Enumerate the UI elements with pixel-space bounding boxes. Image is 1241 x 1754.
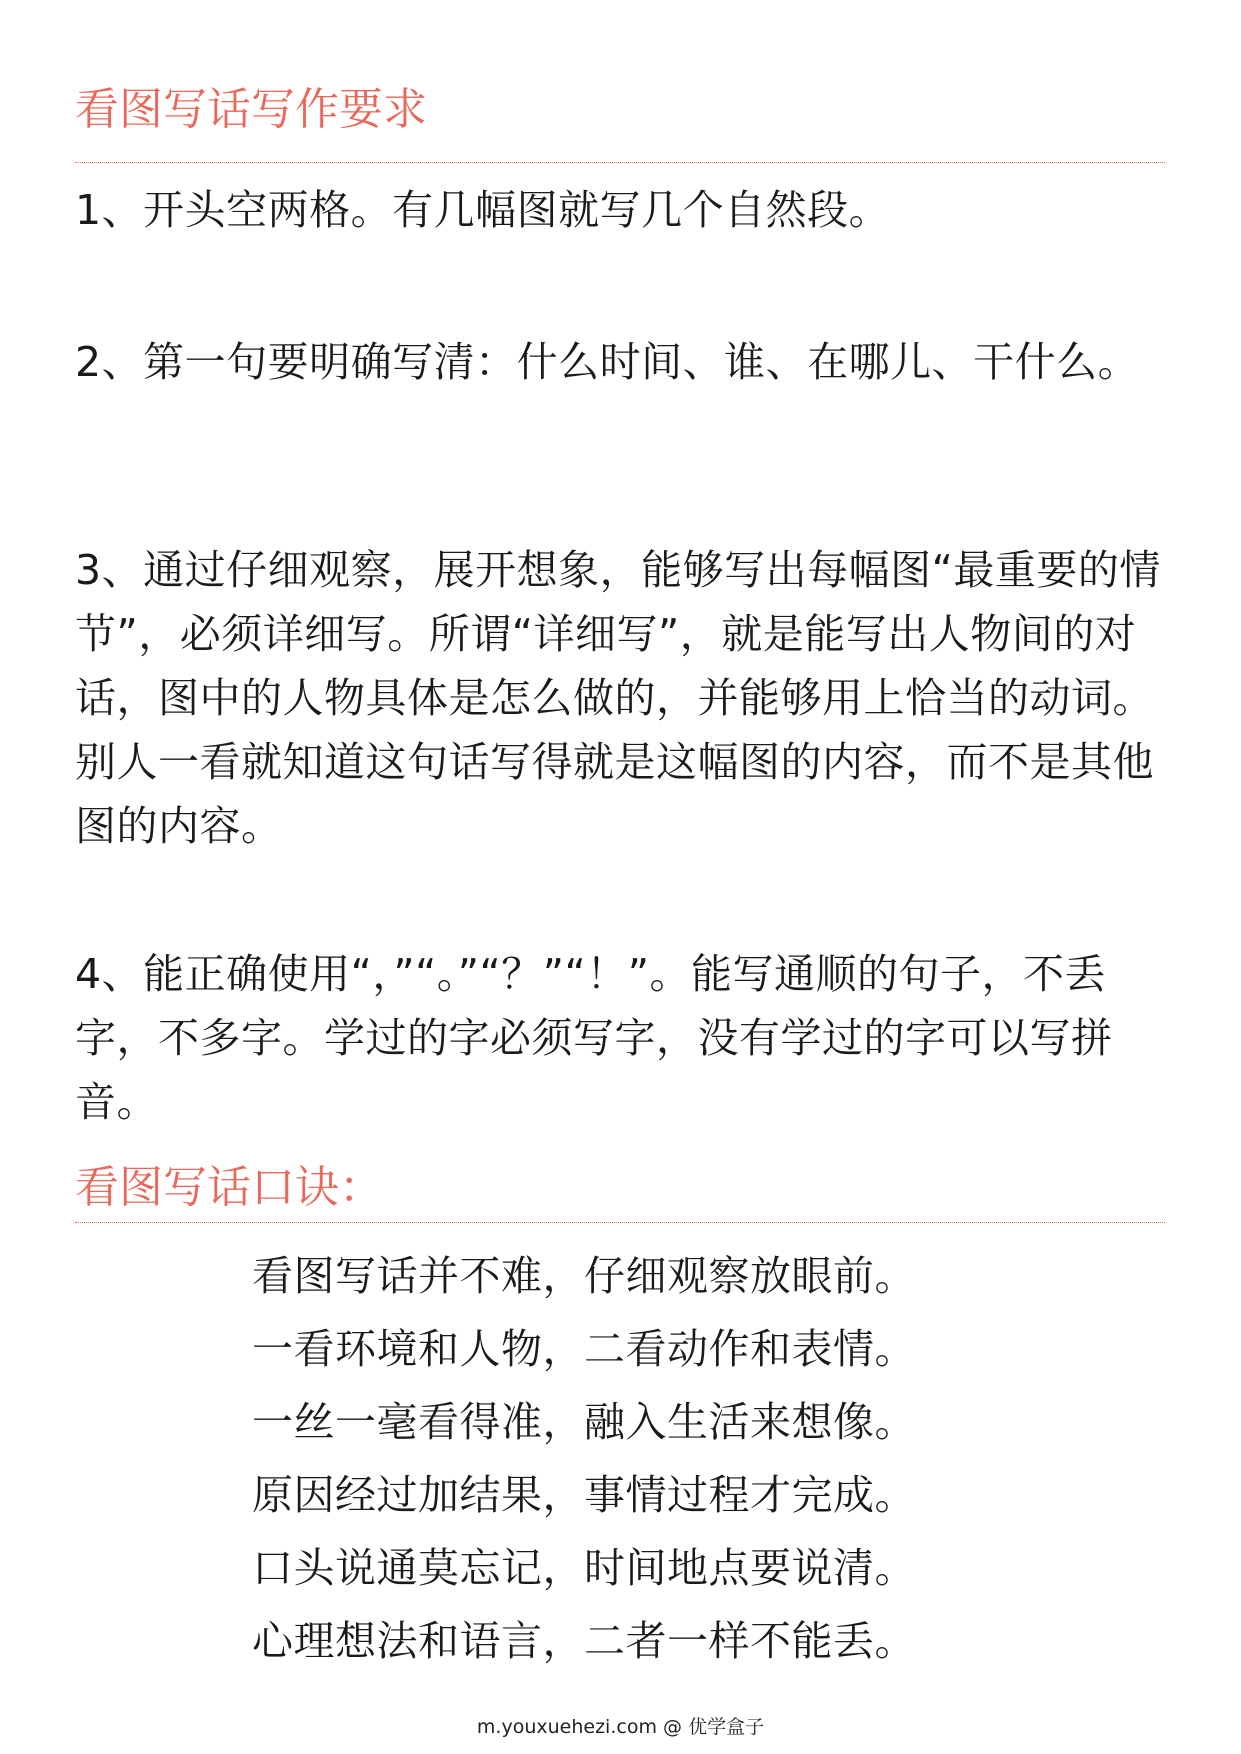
requirement-item-3: 3、通过仔细观察，展开想象，能够写出每幅图“最重要的情节”，必须详细写。所谓“详细写”，就是能写出人物间的对话，图中的人物具体是怎么做的，并能够用上恰当的动词。别人一看就知道这句话写得就是这幅图的内容，而不是其他图的内容。 xyxy=(75,546,1161,850)
footer-site: m.youxuehezi.com xyxy=(476,1716,657,1738)
rhyme-line: 一丝一毫看得准，融入生活来想像。 xyxy=(252,1398,916,1446)
requirement-item-1: 1、开头空两格。有几幅图就写几个自然段。 xyxy=(75,186,891,234)
footer-separator: @ xyxy=(656,1716,689,1738)
rhyme-line: 看图写话并不难，仔细观察放眼前。 xyxy=(252,1252,916,1300)
rhyme-line: 口头说通莫忘记，时间地点要说清。 xyxy=(252,1544,916,1592)
section-divider xyxy=(75,1222,1165,1223)
section-divider xyxy=(75,162,1165,163)
footer-brand: 优学盒子 xyxy=(688,1716,765,1738)
requirements-title: 看图写话写作要求 xyxy=(75,84,427,135)
requirement-item-2: 2、第一句要明确写清：什么时间、谁、在哪儿、干什么。 xyxy=(75,338,1140,386)
rhyme-title: 看图写话口诀： xyxy=(75,1162,383,1213)
rhyme-line: 原因经过加结果，事情过程才完成。 xyxy=(252,1471,916,1519)
rhyme-line: 一看环境和人物，二看动作和表情。 xyxy=(252,1325,916,1373)
rhyme-line: 心理想法和语言，二者一样不能丢。 xyxy=(252,1617,916,1665)
requirement-item-4: 4、能正确使用“，”“。”“？”“！”。能写通顺的句子，不丢字，不多字。学过的字必须写字，没有学过的字可以写拼音。 xyxy=(75,950,1113,1126)
footer-watermark xyxy=(0,1715,1241,1739)
rhyme-list xyxy=(252,1240,1012,1678)
